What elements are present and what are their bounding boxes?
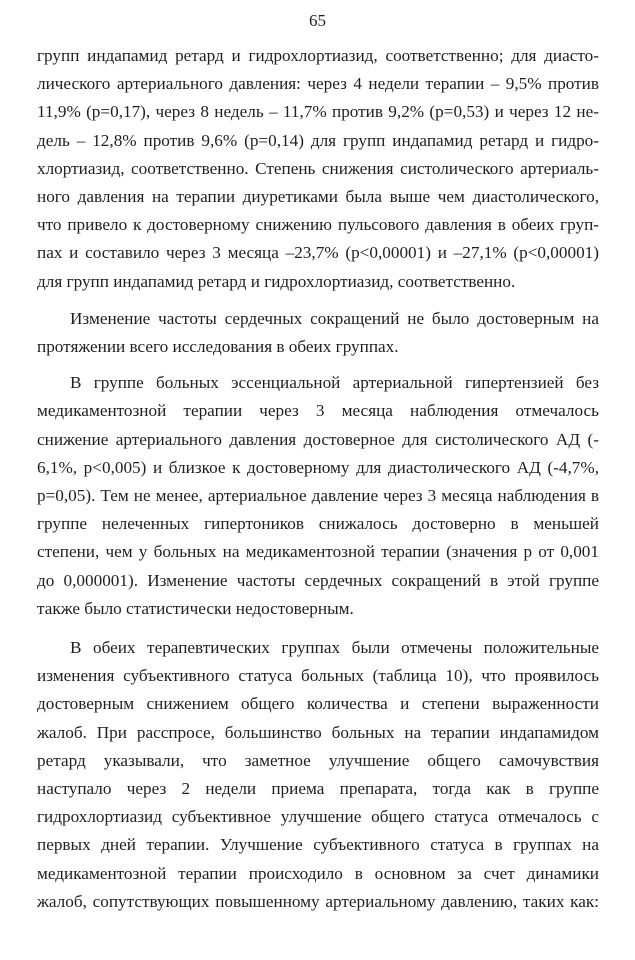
text-line: ретард указывали, что заметное улучшение общего самочувствия [37,750,599,770]
text-line: для групп индапамид ретард и гидрохлортиазид, соответственно. [37,271,516,291]
page-number: 65 [309,11,326,30]
text-line: В обеих терапевтических группах были отмечены положительные [70,638,599,658]
text-line: Изменение частоты сердечных сокращений не было достоверным на [70,308,599,328]
text-line: ного давления на терапии диуретиками была выше чем диастолического, [37,187,599,207]
text-line: группе нелеченных гипертоников снижалось достоверно в меньшей [37,514,599,534]
text-line: медикаментозной терапии происходило в основном за счет динамики [37,863,599,883]
text-line: жалоб. При расспросе, большинство больных на терапии индапамидом [37,722,599,742]
text-line: жалоб, сопутствующих повышенному артериальному давлению, таких как: [37,891,599,911]
document-body [37,42,599,916]
text-line: p=0,05). Тем не менее, артериальное давление через 3 месяца наблюдения в [37,486,599,506]
paragraph-3 [37,369,599,623]
text-line: что привело к достоверному снижению пульсового давления в обеих груп- [37,215,599,235]
text-line: первых дней терапии. Улучшение субъективного статуса в группах на [37,835,599,855]
text-line: гидрохлортиазид субъективное улучшение общего статуса отмечалось с [37,807,599,827]
text-line: до 0,000001). Изменение частоты сердечных сокращений в этой группе [37,570,599,590]
text-line: 11,9% (p=0,17), через 8 недель – 11,7% против 9,2% (p=0,53) и через 12 не- [37,102,599,122]
text-line: 6,1%, p<0,005) и близкое к достоверному для диастолического АД (-4,7%, [37,457,599,477]
text-line: В группе больных эссенциальной артериальной гипертензией без [70,373,599,393]
paragraph-2 [37,305,599,361]
text-line: также было статистически недостоверным. [37,598,354,618]
text-line: групп индапамид ретард и гидрохлортиазид, соответственно; для диасто- [37,46,599,65]
paragraph-4 [37,634,599,916]
text-line: хлортиазид, соответственно. Степень снижения систолического артериаль- [37,158,599,178]
text-line: наступало через 2 недели приема препарата, тогда как в группе [37,779,599,799]
paragraph-1 [37,42,599,296]
text-line: лического артериального давления: через 4 недели терапии – 9,5% против [37,74,599,94]
text-line: пах и составило через 3 месяца –23,7% (p<0,00001) и –27,1% (p<0,00001) [37,243,599,263]
text-line: протяжении всего исследования в обеих группах. [37,337,399,357]
text-line: достоверным снижением общего количества и степени выраженности [37,694,599,714]
text-line: изменения субъективного статуса больных (таблица 10), что проявилось [37,666,599,686]
text-line: снижение артериального давления достоверное для систолического АД (- [37,429,599,449]
text-line: дель – 12,8% против 9,6% (p=0,14) для групп индапамид ретард и гидро- [37,130,599,150]
text-line: степени, чем у больных на медикаментозной терапии (значения p от 0,001 [37,542,599,562]
text-line: медикаментозной терапии через 3 месяца наблюдения отмечалось [37,401,599,421]
